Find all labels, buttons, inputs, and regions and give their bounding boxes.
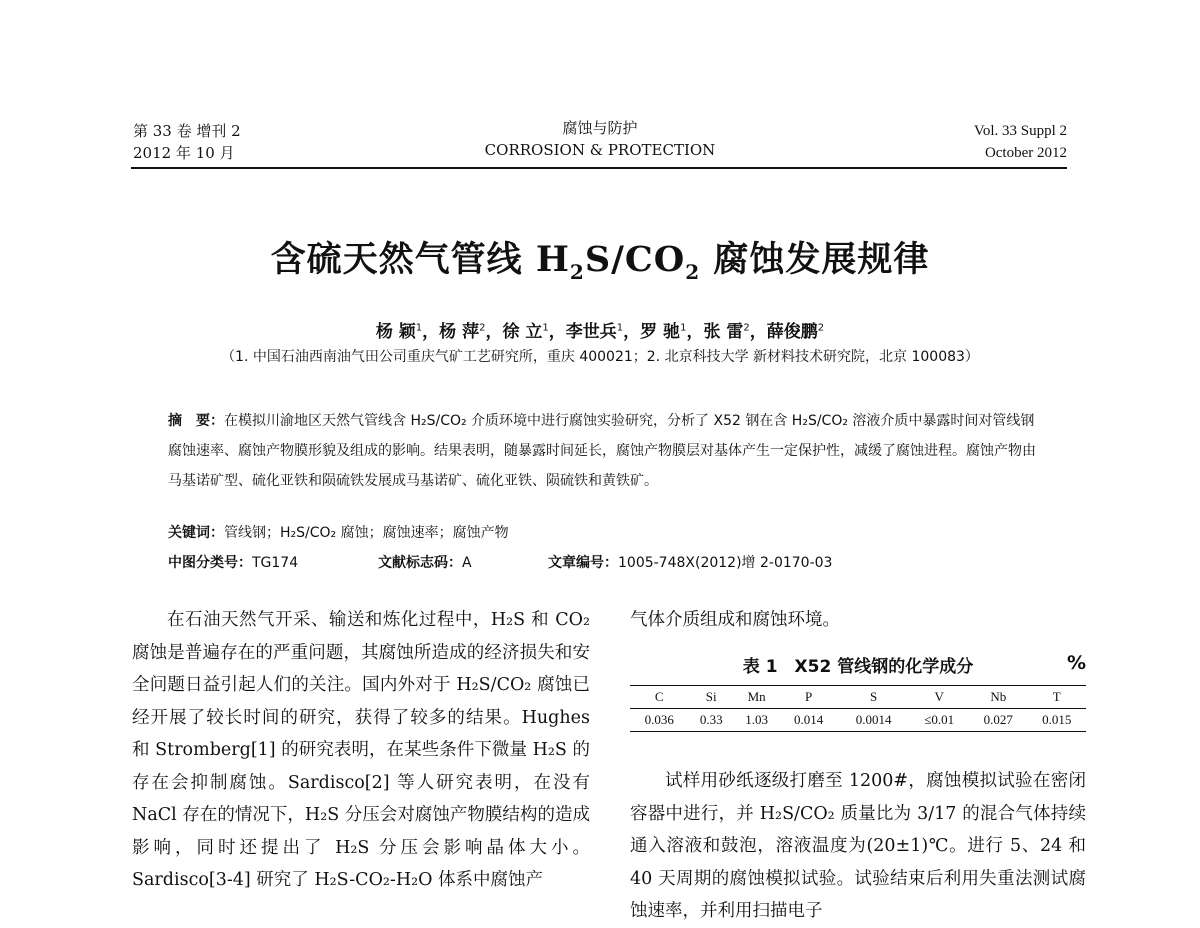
abstract-text: 在模拟川渝地区天然气管线含 H₂S/CO₂ 介质环境中进行腐蚀实验研究，分析了 X52 钢在含 H₂S/CO₂ 溶液介质中暴露时间对管线钢腐蚀速率、腐蚀产物膜形貌及组成的影响。结果表明，随暴露时间延长，腐蚀产物膜层对基体产生一定保护性，减缓了腐蚀进程。腐蚀产物由马基诺矿型、硫化亚铁和陨硫铁发展成马基诺矿、硫化亚铁、陨硫铁和黄铁矿。 — [168, 413, 1036, 489]
keywords — [168, 522, 509, 542]
table-header-cell: V — [934, 689, 944, 704]
table-header-cell: P — [805, 689, 813, 704]
volume-cn: 第 33 卷 增刊 2 — [133, 122, 241, 140]
paper-title — [0, 232, 1200, 284]
author: 杨 颖 — [375, 322, 416, 342]
body-continuation-text: 气体介质组成和腐蚀环境。 — [630, 610, 840, 630]
author-affil-mark: 1 — [616, 322, 624, 334]
author: 罗 驰 — [640, 322, 681, 342]
doc-code-value: A — [462, 555, 472, 571]
table-cell: 0.0014 — [855, 712, 892, 727]
table-header-cell: Nb — [990, 689, 1007, 704]
chemical-composition-table — [630, 685, 1086, 732]
table-header-row — [630, 686, 1086, 709]
article-no-label: 文章编号： — [548, 555, 618, 571]
author-affil-mark: 2 — [743, 322, 750, 334]
author: 薛俊鹏 — [766, 322, 818, 342]
table-caption-row — [630, 652, 1086, 677]
clc-value: TG174 — [252, 555, 299, 571]
title-part: S/CO — [584, 239, 686, 280]
table-header-cell: Si — [705, 689, 717, 704]
title-subscript: 2 — [569, 260, 585, 284]
table-header-cell: Mn — [747, 689, 766, 704]
clc-label: 中图分类号： — [168, 555, 252, 571]
table-cell: 0.014 — [793, 712, 824, 727]
table-unit: % — [1066, 652, 1086, 674]
table-cell: 0.015 — [1042, 712, 1072, 727]
title-part: 腐蚀发展规律 — [700, 239, 930, 280]
author: 张 雷 — [703, 322, 744, 342]
table-cell: 0.036 — [644, 712, 674, 727]
table-header-cell: C — [654, 689, 664, 704]
header-right — [974, 120, 1067, 164]
author: 徐 立 — [502, 322, 543, 342]
abstract — [168, 406, 1048, 496]
table-cell: 0.33 — [699, 712, 723, 727]
volume-en: Vol. 33 Suppl 2 — [973, 123, 1067, 139]
abstract-label: 摘 要： — [168, 413, 224, 429]
header-rule — [131, 167, 1067, 169]
table-cell: 1.03 — [745, 712, 769, 727]
body-left-column — [132, 604, 590, 897]
table-row — [630, 709, 1086, 732]
author-affil-mark: 1 — [415, 322, 423, 334]
keywords-text: 管线钢；H₂S/CO₂ 腐蚀；腐蚀速率；腐蚀产物 — [224, 525, 509, 541]
body-paragraph: 在石油天然气开采、输送和炼化过程中，H₂S 和 CO₂ 腐蚀是普遍存在的严重问题，其腐蚀所造成的经济损失和安全问题日益引起人们的关注。国内外对于 H₂S/CO₂ 腐蚀已经开展了较长时间的研究，获得了较多的结果。Hughes 和 Stromberg[1] 的研究表明，在某些条件下微量 H₂S 的存在会抑制腐蚀。Sardisco[2] 等人研究表明，在没有 NaCl 存在的情况下，H₂S 分压会对腐蚀产物膜结构的造成影响，同时还提出了 H₂S 分压会影响晶体大小。Sardisco[3-4] 研究了 H₂S-CO₂-H₂O 体系中腐蚀产 — [132, 610, 590, 890]
table-cell: ≤0.01 — [924, 712, 955, 727]
author-affil-mark: 1 — [680, 322, 687, 334]
table-cell: 0.027 — [983, 712, 1013, 727]
body-paragraph: 试样用砂纸逐级打磨至 1200#，腐蚀模拟试验在密闭容器中进行，并 H₂S/CO₂ 质量比为 3/17 的混合气体持续通入溶液和鼓泡，溶液温度为(20±1)℃。进行 5、24 和 40 天周期的腐蚀模拟试验。试验结束后利用失重法测试腐蚀速率，并利用扫描电子 — [630, 771, 1086, 921]
date-en: October 2012 — [984, 145, 1067, 161]
body-right-continuation — [630, 604, 1086, 637]
journal-name-en: CORROSION & PROTECTION — [484, 141, 716, 159]
body-right-column — [630, 765, 1086, 928]
date-cn: 2012 年 10 月 — [133, 144, 235, 162]
author: 李世兵 — [565, 322, 617, 342]
affiliation: （1. 中国石油西南油气田公司重庆气矿工艺研究所，重庆 400021；2. 北京科技大学 新材料技术研究院，北京 100083） — [221, 349, 979, 365]
classification-line — [168, 552, 1068, 572]
title-subscript: 2 — [685, 260, 701, 284]
author-affil-mark: 2 — [817, 322, 825, 334]
keywords-label: 关键词： — [168, 525, 224, 541]
author-affil-mark: 1 — [542, 322, 549, 334]
table-header-cell: T — [1052, 689, 1061, 704]
table-caption: 表 1 X52 管线钢的化学成分 — [742, 657, 974, 677]
author: 杨 萍 — [439, 322, 480, 342]
journal-name-cn: 腐蚀与防护 — [562, 119, 638, 137]
title-part: 含硫天然气管线 H — [270, 239, 570, 280]
author-affil-mark: 2 — [479, 322, 486, 334]
doc-code-label: 文献标志码： — [378, 555, 462, 571]
table-header-cell: S — [869, 689, 878, 704]
article-no-value: 1005-748X(2012)增 2-0170-03 — [618, 555, 833, 571]
author-list: 杨 颖$^1$，杨 萍$^2$，徐 立$^1$，李世兵$^1$，罗 驰$^1$，张 雷$^2$，薛俊鹏$^2$ — [375, 322, 825, 342]
